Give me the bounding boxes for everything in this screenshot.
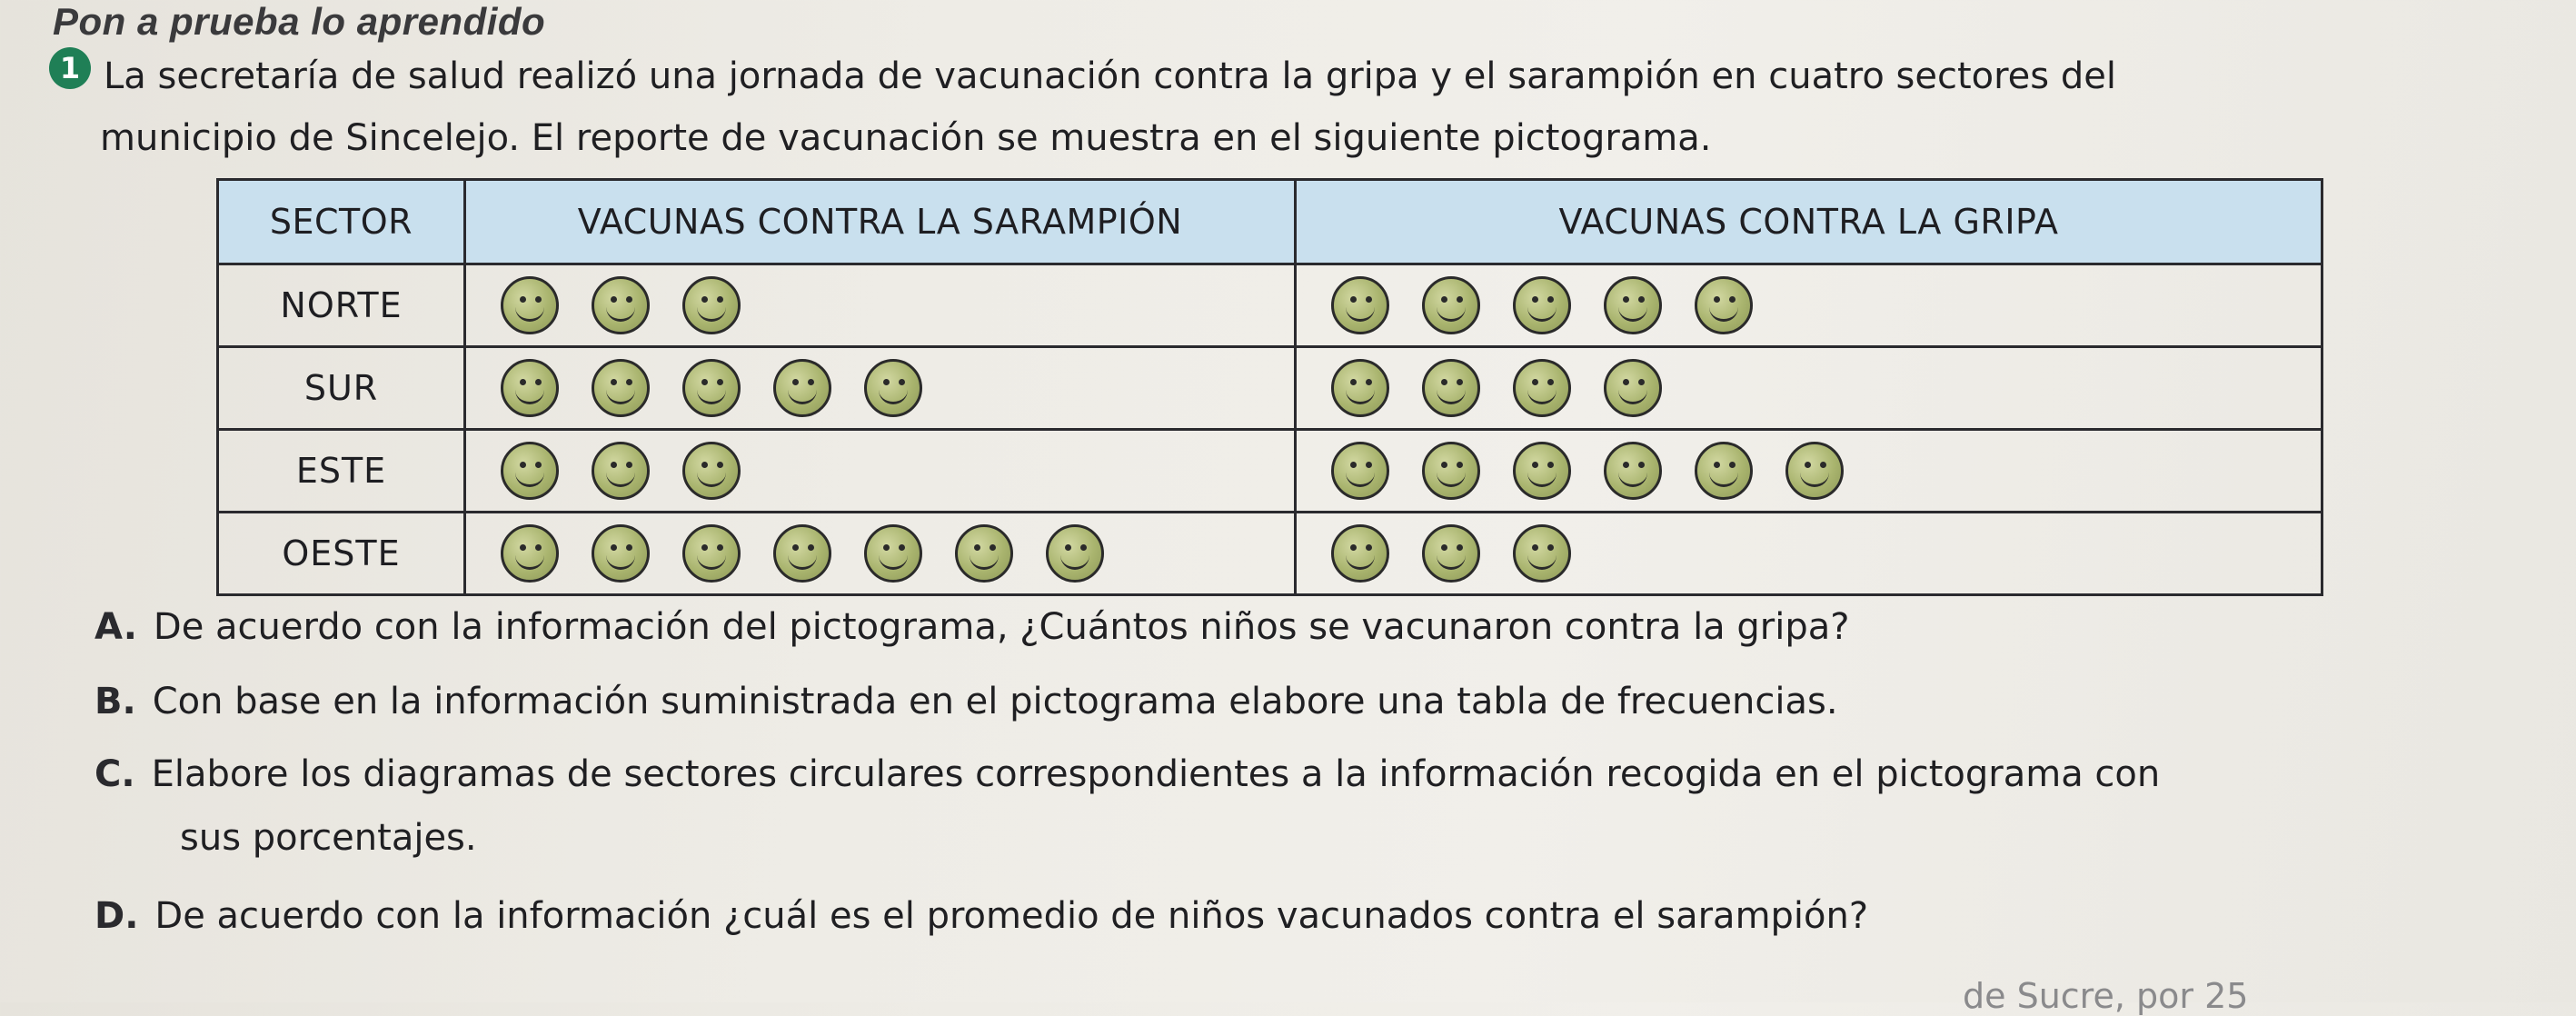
smiley-face-icon bbox=[1331, 442, 1389, 500]
question-b bbox=[94, 674, 1838, 729]
smiley-face-icon bbox=[1331, 276, 1389, 334]
smiley-face-icon bbox=[1422, 442, 1480, 500]
header-gripa: VACUNAS CONTRA LA GRIPA bbox=[1296, 180, 2322, 264]
smiley-face-icon bbox=[1695, 442, 1753, 500]
smiley-face-icon bbox=[773, 524, 831, 583]
question-c-continuation: sus porcentajes. bbox=[180, 817, 477, 859]
question-letter: D. bbox=[94, 895, 139, 937]
smiley-face-icon bbox=[1513, 359, 1571, 417]
question-text: De acuerdo con la información ¿cuál es el promedio de niños vacunados contra el sarampión? bbox=[154, 895, 1869, 937]
smiley-face-icon bbox=[592, 359, 650, 417]
intro-line-2: municipio de Sincelejo. El reporte de vacunación se muestra en el siguiente pictograma. bbox=[100, 117, 1712, 159]
smiley-face-icon bbox=[501, 524, 559, 583]
exercise-number-badge: 1 bbox=[49, 47, 91, 89]
smiley-face-icon bbox=[1513, 276, 1571, 334]
smiley-face-icon bbox=[501, 276, 559, 334]
question-text: Con base en la información suministrada en el pictograma elabore una tabla de frecuencias. bbox=[152, 681, 1838, 722]
header-sarampion: VACUNAS CONTRA LA SARAMPIÓN bbox=[465, 180, 1296, 264]
smiley-face-icon bbox=[1695, 276, 1753, 334]
smiley-face-icon bbox=[864, 524, 922, 583]
question-c bbox=[94, 747, 2160, 802]
intro-paragraph bbox=[100, 45, 2557, 169]
smiley-face-icon bbox=[501, 442, 559, 500]
smiley-face-icon bbox=[592, 276, 650, 334]
sector-name: NORTE bbox=[218, 264, 465, 347]
gripa-icons-cell bbox=[1296, 264, 2322, 347]
table-row bbox=[218, 347, 2322, 430]
smiley-face-icon bbox=[1604, 442, 1662, 500]
table-row bbox=[218, 430, 2322, 513]
smiley-face-icon bbox=[1513, 524, 1571, 583]
sarampion-icons-cell bbox=[465, 347, 1296, 430]
smiley-face-icon bbox=[1422, 359, 1480, 417]
smiley-face-icon bbox=[1331, 359, 1389, 417]
smiley-face-icon bbox=[1604, 359, 1662, 417]
table-row bbox=[218, 264, 2322, 347]
smiley-face-icon bbox=[1785, 442, 1844, 500]
smiley-face-icon bbox=[682, 359, 741, 417]
table-row bbox=[218, 513, 2322, 595]
smiley-face-icon bbox=[501, 359, 559, 417]
smiley-face-icon bbox=[1604, 276, 1662, 334]
gripa-icons-cell bbox=[1296, 513, 2322, 595]
sarampion-icons-cell bbox=[465, 430, 1296, 513]
sarampion-icons-cell bbox=[465, 513, 1296, 595]
question-d bbox=[94, 889, 1868, 943]
smiley-face-icon bbox=[1513, 442, 1571, 500]
header-sector: SECTOR bbox=[218, 180, 465, 264]
smiley-face-icon bbox=[682, 442, 741, 500]
smiley-face-icon bbox=[864, 359, 922, 417]
smiley-face-icon bbox=[682, 524, 741, 583]
sector-name: SUR bbox=[218, 347, 465, 430]
sarampion-icons-cell bbox=[465, 264, 1296, 347]
question-text: De acuerdo con la información del pictograma, ¿Cuántos niños se vacunaron contra la gripa? bbox=[153, 606, 1850, 648]
intro-line-1: La secretaría de salud realizó una jornada de vacunación contra la gripa y el sarampión en cuatro sectores del bbox=[104, 55, 2116, 97]
smiley-face-icon bbox=[1422, 276, 1480, 334]
gripa-icons-cell bbox=[1296, 430, 2322, 513]
smiley-face-icon bbox=[592, 442, 650, 500]
smiley-face-icon bbox=[773, 359, 831, 417]
section-title: Pon a prueba lo aprendido bbox=[53, 0, 546, 43]
question-letter: A. bbox=[94, 606, 137, 648]
pictogram-table bbox=[216, 178, 2323, 596]
sector-name: OESTE bbox=[218, 513, 465, 595]
smiley-face-icon bbox=[1046, 524, 1104, 583]
footer-fragment: de Sucre, por 25 bbox=[1963, 976, 2249, 1016]
smiley-face-icon bbox=[1422, 524, 1480, 583]
sector-name: ESTE bbox=[218, 430, 465, 513]
smiley-face-icon bbox=[1331, 524, 1389, 583]
question-text: Elabore los diagramas de sectores circulares correspondientes a la información recogida en el pictograma con bbox=[151, 753, 2161, 795]
smiley-face-icon bbox=[592, 524, 650, 583]
question-letter: B. bbox=[94, 681, 136, 722]
gripa-icons-cell bbox=[1296, 347, 2322, 430]
smiley-face-icon bbox=[682, 276, 741, 334]
smiley-face-icon bbox=[955, 524, 1013, 583]
question-a bbox=[94, 600, 1850, 654]
question-letter: C. bbox=[94, 753, 135, 795]
